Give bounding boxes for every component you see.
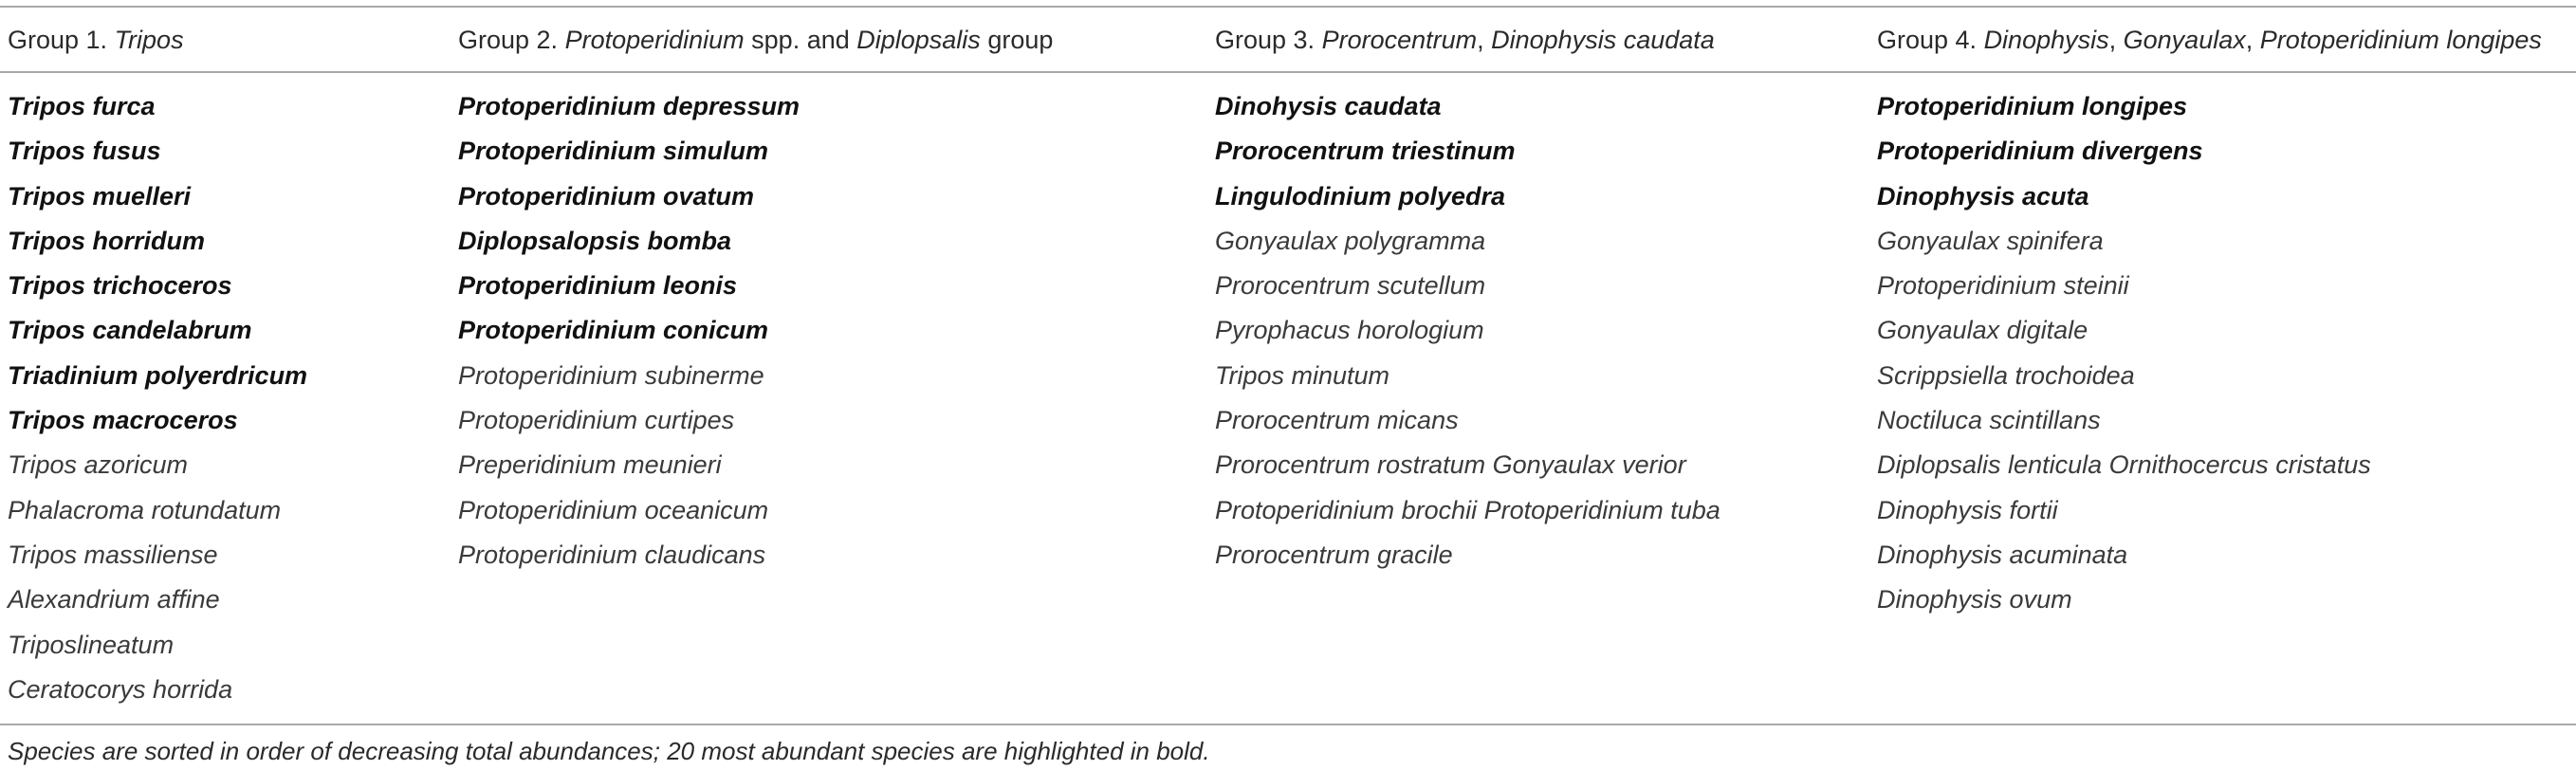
species-item: Prorocentrum gracile	[1215, 540, 1453, 569]
species-item: Protoperidinium subinerme	[458, 360, 764, 390]
species-item: Pyrophacus horologium	[1215, 316, 1484, 345]
species-item: Gonyaulax polygramma	[1215, 226, 1486, 255]
species-item: Protoperidinium ovatum	[458, 181, 755, 211]
header-group-4-taxon-2: Gonyaulax	[2123, 26, 2246, 54]
header-group-4-text-2: ,	[2245, 26, 2260, 54]
header-group-2-taxon-2: Diplopsalis	[856, 26, 981, 54]
species-item: Protoperidinium claudicans	[458, 540, 766, 569]
header-group-4	[1877, 21, 2542, 59]
group-1-species-list	[8, 87, 307, 715]
header-group-4-taxon: Dinophysis	[1983, 26, 2109, 54]
species-item: Gonyaulax digitale	[1877, 316, 2088, 345]
header-group-2	[458, 21, 1053, 59]
species-item: Prorocentrum rostratum Gonyaulax verior	[1215, 450, 1686, 480]
table-top-rule	[0, 6, 2576, 8]
species-item: Tripos trichoceros	[8, 271, 232, 301]
species-item: Tripos macroceros	[8, 406, 238, 435]
species-item: Dinophysis ovum	[1877, 585, 2072, 614]
species-item: Tripos horridum	[8, 226, 206, 255]
species-item: Alexandrium affine	[8, 585, 220, 614]
species-item: Dinophysis acuminata	[1877, 540, 2128, 569]
header-group-4-text: ,	[2108, 26, 2124, 54]
table-bottom-rule	[0, 724, 2576, 725]
species-item: Protoperidinium depressum	[458, 92, 800, 120]
header-group-3-taxon: Prorocentrum	[1321, 26, 1478, 54]
table-header-rule	[0, 71, 2576, 73]
header-group-4-prefix: Group 4.	[1877, 26, 1984, 54]
header-group-1-prefix: Group 1.	[8, 26, 115, 54]
species-item: Protoperidinium brochii Protoperidinium tuba	[1215, 495, 1720, 524]
species-item: Protoperidinium oceanicum	[458, 495, 769, 524]
species-item: Protoperidinium longipes	[1877, 92, 2188, 120]
species-item: Triposlineatum	[8, 630, 175, 659]
species-item: Protoperidinium steinii	[1877, 271, 2129, 301]
species-item: Diplopsalopsis bomba	[458, 226, 732, 255]
species-item: Prorocentrum scutellum	[1215, 271, 1486, 301]
species-item: Tripos massiliense	[8, 540, 218, 569]
header-group-4-taxon-3: Protoperidinium longipes	[2259, 26, 2542, 54]
species-item: Diplopsalis lenticula Ornithocercus cristatus	[1877, 450, 2371, 480]
species-item: Scrippsiella trochoidea	[1877, 360, 2135, 390]
species-item: Tripos minutum	[1215, 360, 1390, 390]
species-item: Noctiluca scintillans	[1877, 406, 2101, 435]
species-item: Lingulodinium polyedra	[1215, 181, 1505, 211]
species-item: Dinohysis caudata	[1215, 92, 1442, 120]
group-3-species-list	[1215, 87, 1720, 580]
species-item: Triadinium polyerdricum	[8, 360, 308, 390]
group-4-species-list	[1877, 87, 2371, 626]
header-group-3-taxon-2: Dinophysis caudata	[1491, 26, 1715, 54]
header-group-3-prefix: Group 3.	[1215, 26, 1322, 54]
species-item: Prorocentrum micans	[1215, 406, 1459, 435]
species-item: Prorocentrum triestinum	[1215, 137, 1516, 166]
header-group-3-text: ,	[1477, 26, 1492, 54]
species-item: Tripos azoricum	[8, 450, 189, 480]
species-item: Tripos furca	[8, 92, 156, 120]
header-group-2-taxon: Protoperidinium	[564, 26, 745, 54]
header-group-1	[8, 21, 184, 59]
species-item: Protoperidinium conicum	[458, 316, 769, 345]
species-item: Preperidinium meunieri	[458, 450, 722, 480]
species-item: Protoperidinium divergens	[1877, 137, 2203, 166]
species-item: Protoperidinium leonis	[458, 271, 738, 301]
header-group-3	[1215, 21, 1715, 59]
group-2-species-list	[458, 87, 800, 580]
header-group-1-taxon: Tripos	[114, 26, 184, 54]
species-item: Dinophysis fortii	[1877, 495, 2058, 524]
species-item: Tripos candelabrum	[8, 316, 252, 345]
species-item: Dinophysis acuta	[1877, 181, 2089, 211]
species-item: Tripos fusus	[8, 137, 161, 166]
species-item: Phalacroma rotundatum	[8, 495, 282, 524]
table-header-row	[0, 21, 2576, 59]
species-item: Protoperidinium curtipes	[458, 406, 735, 435]
header-group-2-text-2: group	[980, 26, 1054, 54]
header-group-2-prefix: Group 2.	[458, 26, 565, 54]
species-item: Gonyaulax spinifera	[1877, 226, 2104, 255]
table-footnote: Species are sorted in order of decreasing total abundances; 20 most abundant species are highlighted in bold.	[8, 737, 1210, 765]
species-item: Tripos muelleri	[8, 181, 192, 211]
species-item: Ceratocorys horrida	[8, 674, 233, 704]
species-item: Protoperidinium simulum	[458, 137, 769, 166]
header-group-2-text: spp. and	[744, 26, 857, 54]
